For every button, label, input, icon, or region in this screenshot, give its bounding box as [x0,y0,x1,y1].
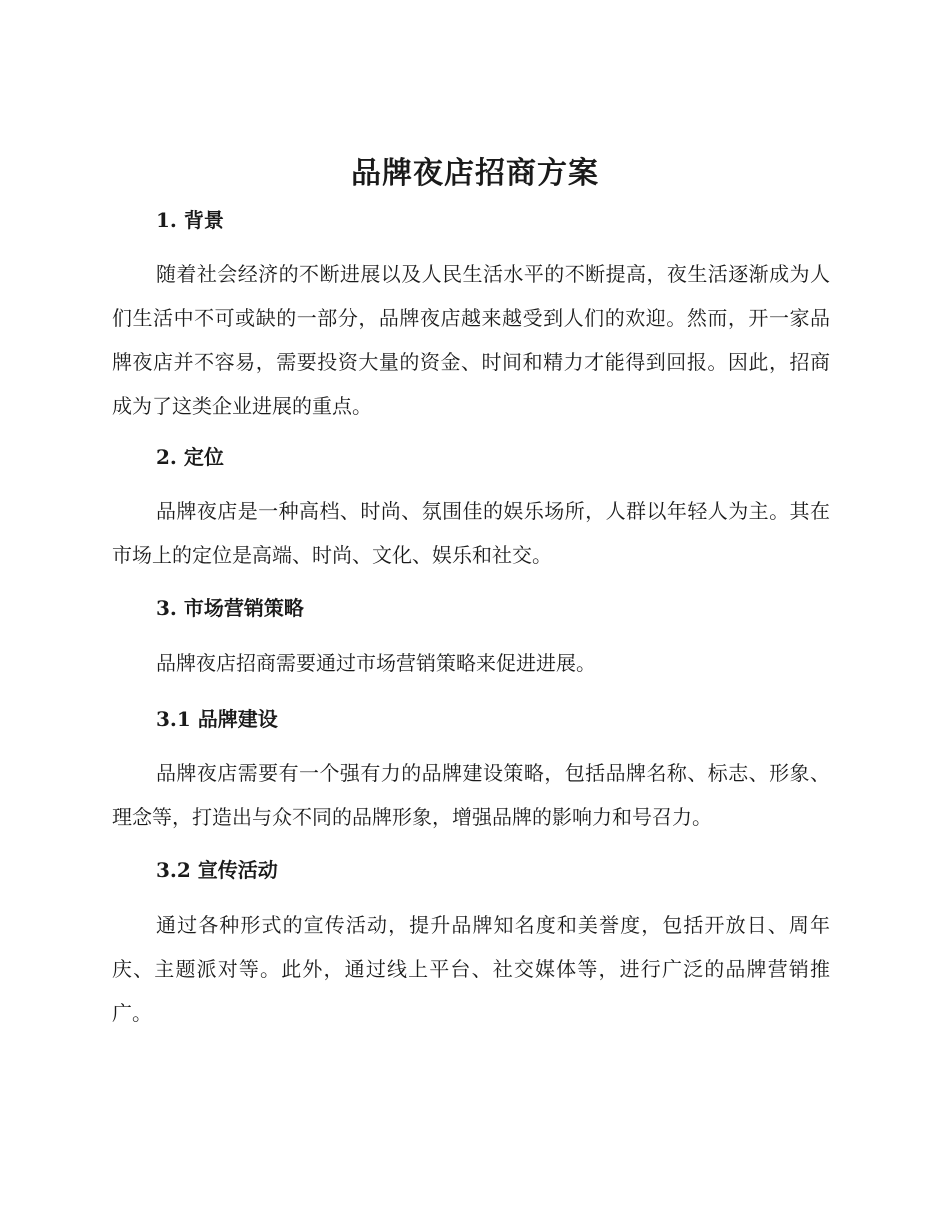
document-title: 品牌夜店招商方案 [351,156,599,191]
section-heading-promotion: 3.2 宣传活动 [156,858,278,882]
section-paragraph-marketing-strategy: 品牌夜店招商需要通过市场营销策略来促进进展。 [156,651,596,675]
section-heading-marketing-strategy: 3. 市场营销策略 [156,596,304,620]
section-heading-positioning: 2. 定位 [156,445,224,469]
section-heading-brand-building: 3.1 品牌建设 [156,707,278,731]
section-paragraph-background: 随着社会经济的不断进展以及人民生活水平的不断提高，夜生活逐渐成为人们生活中不可或缺的一部分，品牌夜店越来越受到人们的欢迎。然而，开一家品牌夜店并不容易，需要投资大量的资金、时间和精力才能得到回报。因此，招商成为了这类企业进展的重点。 [112,262,830,418]
section-paragraph-promotion: 通过各种形式的宣传活动，提升品牌知名度和美誉度，包括开放日、周年庆、主题派对等。此外，通过线上平台、社交媒体等，进行广泛的品牌营销推广。 [112,913,830,1025]
section-paragraph-positioning: 品牌夜店是一种高档、时尚、氛围佳的娱乐场所，人群以年轻人为主。其在市场上的定位是高端、时尚、文化、娱乐和社交。 [112,499,830,567]
section-paragraph-brand-building: 品牌夜店需要有一个强有力的品牌建设策略，包括品牌名称、标志、形象、理念等，打造出与众不同的品牌形象，增强品牌的影响力和号召力。 [112,761,830,829]
section-heading-background: 1. 背景 [156,208,224,232]
